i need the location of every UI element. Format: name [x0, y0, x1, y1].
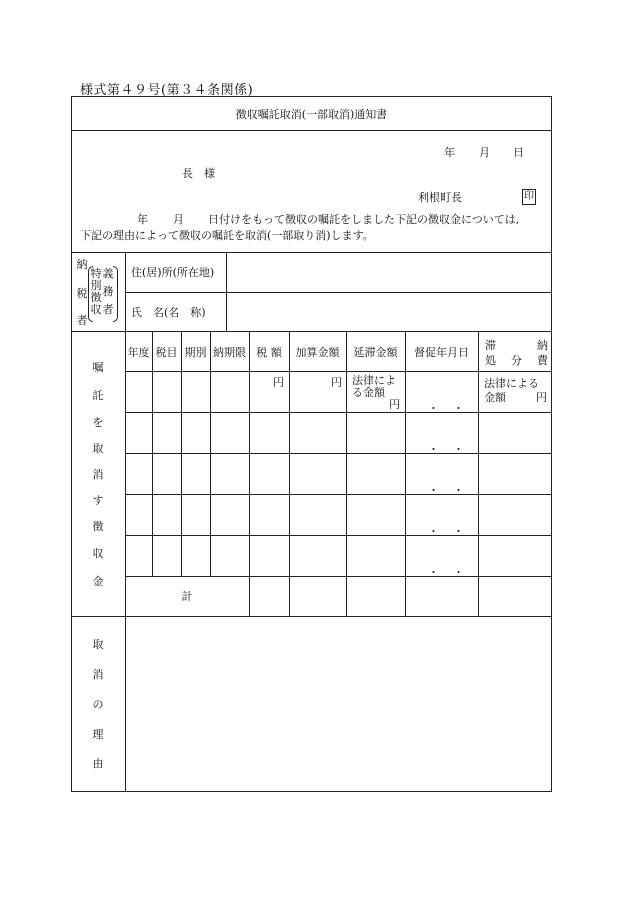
row-divider-1 — [125, 412, 552, 413]
title-divider — [71, 130, 552, 131]
reason-section-char: の — [92, 698, 104, 711]
disposition-amount-label: 金額 — [484, 391, 506, 404]
total-label: 計 — [181, 590, 193, 603]
body-line2: 下記の理由によって徴収の嘱託を取消(一部取り消)します。 — [80, 229, 374, 242]
taxpayer-label-char: 税 — [76, 287, 88, 300]
col-divider-demand — [478, 331, 479, 616]
disposition-unit: 円 — [536, 391, 547, 404]
late-fee-unit: 円 — [389, 398, 400, 411]
tax-amount-unit: 円 — [273, 376, 284, 389]
row-divider-5 — [125, 576, 552, 577]
form-number: 様式第４９号(第３４条関係) — [80, 83, 254, 98]
date-day: 日 — [513, 146, 524, 159]
taxpayer-row-divider — [125, 292, 552, 293]
col-header-surcharge: 加算金額 — [295, 346, 340, 359]
obligor-char: 者 — [102, 303, 114, 316]
col-header-disposition-char: 処 — [485, 354, 496, 367]
amounts-divider — [71, 616, 552, 617]
amounts-section-char: 託 — [92, 389, 104, 402]
label-column-divider — [125, 252, 126, 792]
taxpayer-label-char: 納 — [76, 258, 88, 271]
body-line1: 日付けをもって徴収の嘱託をしました下記の徴収金については, — [208, 213, 520, 226]
date-month: 月 — [479, 146, 490, 159]
col-header-late-fee: 延滞金額 — [353, 346, 398, 359]
disposition-note: 法律による — [484, 377, 539, 390]
row-divider-3 — [125, 494, 552, 495]
row-divider-4 — [125, 535, 552, 536]
addressee: 長 様 — [182, 167, 215, 180]
col-header-year: 年度 — [127, 346, 150, 359]
body-month: 月 — [173, 213, 184, 226]
reason-section-char: 理 — [92, 728, 104, 741]
surcharge-unit: 円 — [331, 376, 342, 389]
amounts-section-char: 消 — [92, 468, 104, 481]
special-collection-char: 別 — [90, 279, 102, 292]
col-header-due-date: 納期限 — [213, 346, 246, 359]
amounts-section-char: 取 — [92, 442, 104, 455]
taxpayer-label-char: 者 — [76, 314, 88, 327]
col-header-disposition-char: 分 — [511, 354, 522, 367]
amounts-section-char: 収 — [92, 547, 104, 560]
col-divider-item — [181, 331, 182, 576]
body-year: 年 — [137, 213, 148, 226]
special-collection-char: 徴 — [90, 291, 102, 304]
col-divider-late — [405, 331, 406, 616]
col-divider-tax — [289, 331, 290, 616]
col-header-disposition-char: 費 — [537, 354, 548, 367]
col-header-demand-date: 督促年月日 — [414, 346, 469, 359]
col-header-tax-item: 税目 — [155, 346, 178, 359]
demand-date-dots: ・・ — [428, 566, 478, 579]
amounts-section-char: す — [92, 494, 104, 507]
header-divider — [71, 252, 552, 253]
late-fee-note: る金額 — [352, 386, 385, 399]
amounts-section-char: 徴 — [92, 520, 104, 533]
demand-date-dots: ・・ — [428, 484, 478, 497]
col-divider-year — [152, 331, 153, 576]
col-divider-period — [210, 331, 211, 576]
col-divider-due — [249, 331, 250, 616]
obligor-char: 義 — [102, 267, 114, 280]
col-header-delinquency-char: 滞 — [485, 339, 496, 352]
special-collection-char: 収 — [90, 303, 102, 316]
address-label: 住(居)所(所在地) — [131, 266, 215, 279]
taxpayer-label-divider — [226, 252, 227, 331]
reason-section-char: 取 — [92, 638, 104, 651]
amounts-section-char: 嘱 — [92, 361, 104, 374]
col-header-delinquency-char: 納 — [537, 339, 548, 352]
issuer: 利根町長 — [418, 191, 462, 204]
document-title: 徴収嘱託取消(一部取消)通知書 — [235, 108, 388, 121]
name-label: 氏 名(名 称) — [131, 306, 206, 319]
amounts-section-char: を — [92, 416, 104, 429]
date-year: 年 — [444, 146, 455, 159]
reason-section-char: 消 — [92, 668, 104, 681]
col-header-tax-amount: 税 額 — [256, 346, 282, 359]
taxpayer-divider — [71, 331, 552, 332]
row-divider-2 — [125, 453, 552, 454]
amounts-section-char: 金 — [92, 575, 104, 588]
form-frame — [71, 96, 552, 792]
demand-date-dots: ・・ — [428, 402, 478, 415]
demand-date-dots: ・・ — [428, 443, 478, 456]
seal-mark: 印 — [522, 189, 536, 205]
special-collection-char: 特 — [90, 267, 102, 280]
reason-section-char: 由 — [92, 757, 104, 770]
late-fee-note: 法律によ — [352, 374, 396, 387]
column-header-divider — [125, 371, 552, 372]
demand-date-dots: ・・ — [428, 525, 478, 538]
col-divider-surcharge — [346, 331, 347, 616]
col-header-period: 期別 — [184, 346, 207, 359]
obligor-char: 務 — [102, 285, 114, 298]
